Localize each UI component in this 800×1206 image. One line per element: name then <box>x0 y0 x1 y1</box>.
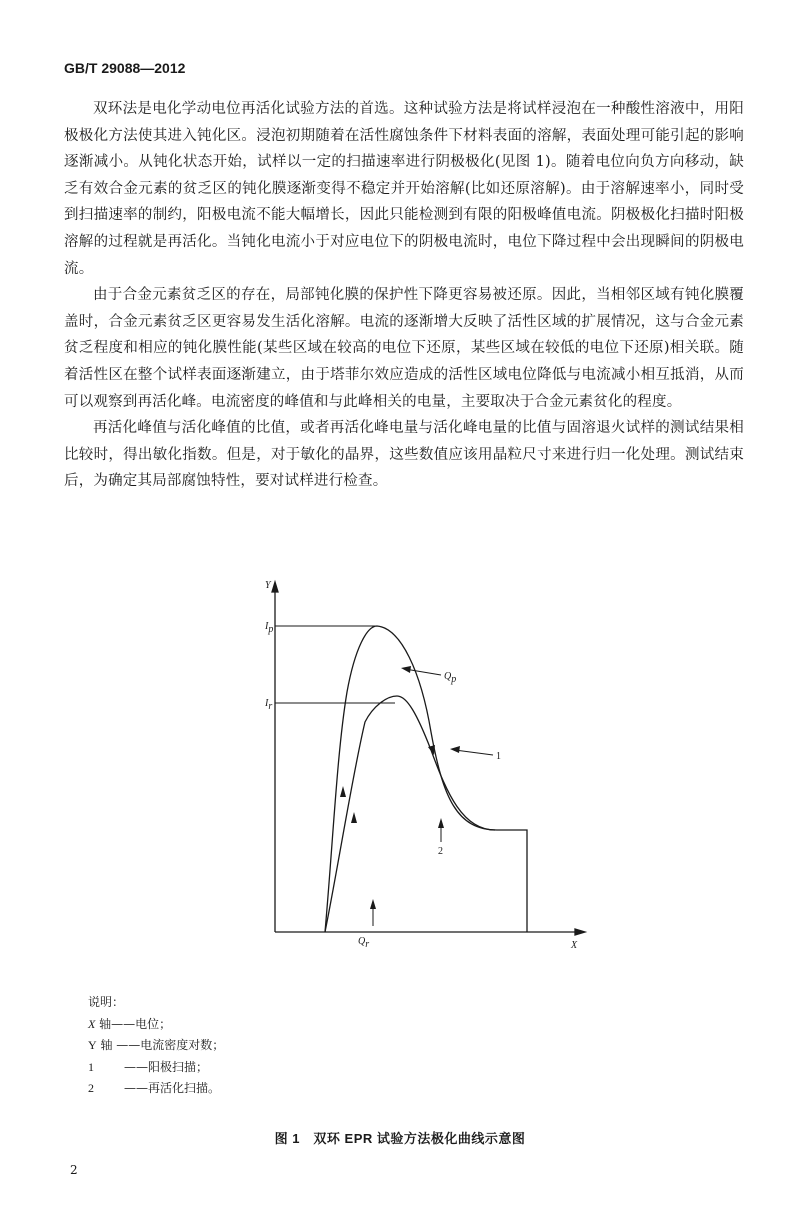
legend-key: 1 <box>88 1059 94 1074</box>
legend-item <box>88 1057 224 1079</box>
legend-desc: 轴 ——电流密度对数； <box>96 1038 225 1052</box>
ip-label-main: I <box>265 621 269 632</box>
curve-1-leader-line <box>455 750 493 755</box>
legend-desc: ——再活化扫描。 <box>124 1081 221 1095</box>
ip-label-subscript: p <box>268 624 274 635</box>
curve-2-direction-arrow <box>351 812 357 823</box>
qp-pointer-arrowhead <box>401 666 411 673</box>
curve-1-anodic-scan <box>325 626 527 932</box>
legend-key: X <box>88 1016 96 1031</box>
qr-pointer-arrowhead <box>370 899 376 909</box>
curve-2-reactivation-scan <box>325 696 495 932</box>
ip-label <box>264 621 273 635</box>
legend-item <box>88 1014 224 1036</box>
qp-label-subscript: p <box>451 674 457 685</box>
curve-2-pointer-arrowhead <box>438 818 444 828</box>
paragraph: 由于合金元素贫乏区的存在，局部钝化膜的保护性下降更容易被还原。因此，当相邻区域有钝化膜覆盖时，合金元素贫乏区更容易发生活化溶解。电流的逐渐增大反映了活性区域的扩展情况，这与合金元素贫乏程度和相应的钝化膜性能(某些区域在较高的电位下还原，某些区域在较低的电位下还原)相关联。随着活性区在整个试样表面逐渐建立，由于塔菲尔效应造成的活性区域电位降低与电流减小相互抵消，从而可以观察到再活化峰。电流密度的峰值和与此峰相关的电量，主要取决于合金元素贫化的程度。 <box>64 287 744 410</box>
ir-label <box>264 698 272 712</box>
body-text <box>64 96 744 495</box>
legend-title: 说明： <box>88 995 125 1009</box>
legend-desc: ——阳极扫描； <box>124 1059 209 1074</box>
qp-label-main: Q <box>444 671 452 682</box>
curve-1-label: 1 <box>496 751 501 762</box>
figure-legend <box>88 992 224 1100</box>
polarization-curve-diagram <box>255 572 595 957</box>
curve-2-label: 2 <box>438 846 443 857</box>
y-axis-label: Y <box>265 580 271 591</box>
curve-1-direction-arrow <box>340 786 346 797</box>
legend-key: 2 <box>88 1081 94 1095</box>
ir-label-subscript: r <box>268 701 273 712</box>
qr-label <box>358 936 369 950</box>
qp-label <box>444 671 456 685</box>
qr-label-main: Q <box>358 936 366 947</box>
legend-item <box>88 1078 224 1100</box>
paragraph: 再活化峰值与活化峰值的比值，或者再活化峰电量与活化峰电量的比值与固溶退火试样的测试结果相比较时，得出敏化指数。但是，对于敏化的晶界，这些数值应该用晶粒尺寸来进行归一化处理。测试结束后，为确定其局部腐蚀特性，要对试样进行检查。 <box>64 420 744 490</box>
page-number: 2 <box>70 1163 78 1177</box>
legend-desc: 轴——电位； <box>95 1016 172 1031</box>
polarization-curve-figure <box>255 572 595 957</box>
paragraph: 双环法是电化学动电位再活化试验方法的首选。这种试验方法是将试样浸泡在一种酸性溶液中，用阳极极化方法使其进入钝化区。浸泡初期随着在活性腐蚀条件下材料表面的溶解，表面处理可能引起的影响逐渐减小。从钝化状态开始，试样以一定的扫描速率进行阴极极化(见图 1)。随着电位向负方向移动，缺乏有效合金元素的贫乏区的钝化膜逐渐变得不稳定并开始溶解(比如还原溶解)。由于溶解速率小，同时受到扫描速率的制约，阳极电流不能大幅增长，因此只能检测到有限的阳极峰值电流。阴极极化扫描时阳极溶解的过程就是再活化。当钝化电流小于对应电位下的阴极电流时，电位下降过程中会出现瞬间的阴极电流。 <box>64 101 744 277</box>
x-axis-arrowhead <box>575 929 585 935</box>
y-axis-arrowhead <box>272 582 278 592</box>
standard-number: GB/T 29088—2012 <box>64 60 186 76</box>
curve-1-leader-arrowhead <box>450 746 460 753</box>
legend-item <box>88 1035 224 1057</box>
x-axis-label: X <box>571 940 578 951</box>
qr-label-subscript: r <box>365 939 370 950</box>
legend-key: Y <box>88 1038 97 1052</box>
figure-caption: 图 1 双环 EPR 试验方法极化曲线示意图 <box>274 1131 526 1146</box>
ir-label-main: I <box>265 698 269 709</box>
